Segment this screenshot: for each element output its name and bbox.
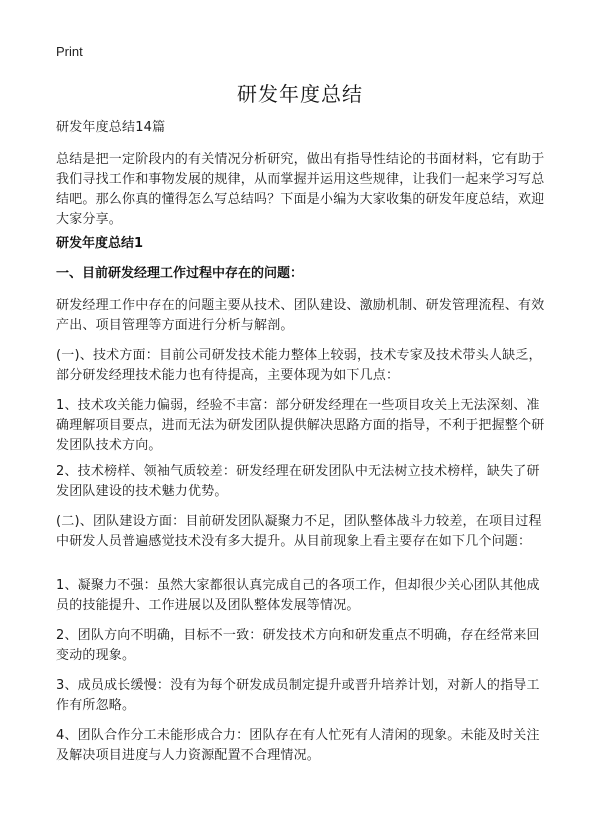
paragraph: 1、凝聚力不强：虽然大家都很认真完成自己的各项工作，但却很少关心团队其他成员的技能提升、工作进展以及团队整体发展等情况。 xyxy=(56,578,540,613)
paragraph: 3、成员成长缓慢：没有为每个研发成员制定提升或晋升培养计划，对新人的指导工作有所忽略。 xyxy=(56,678,540,713)
paragraph: (二)、团队建设方面：目前研发团队凝聚力不足，团队整体战斗力较差，在项目过程中研发人员普遍感觉技术没有多大提升。从目前现象上看主要存在如下几个问题： xyxy=(56,514,542,549)
paragraph: 研发经理工作中存在的问题主要从技术、团队建设、激励机制、研发管理流程、有效产出、项目管理等方面进行分析与解剖。 xyxy=(56,298,545,333)
paragraph: 1、技术攻关能力偏弱，经验不丰富：部分研发经理在一些项目攻关上无法深刻、准确理解项目要点，进而无法为研发团队提供解决思路方面的指导，不利于把握整个研发团队技术方向。 xyxy=(56,398,545,453)
paragraph: 2、团队方向不明确，目标不一致：研发技术方向和研发重点不明确，存在经常来回变动的现象。 xyxy=(56,628,540,663)
paragraph: (一)、技术方面：目前公司研发技术能力整体上较弱，技术专家及技术带头人缺乏，部分研发经理技术能力也有待提高，主要体现为如下几点： xyxy=(56,348,542,383)
subsection-heading: 一、目前研发经理工作过程中存在的问题： xyxy=(56,266,304,281)
section-heading: 研发年度总结1 xyxy=(56,236,144,251)
document-subtitle: 研发年度总结14篇 xyxy=(56,120,166,135)
paragraph: 2、技术榜样、领袖气质较差：研发经理在研发团队中无法树立技术榜样，缺失了研发团队建设的技术魅力优势。 xyxy=(56,464,540,499)
page-title: 研发年度总结 xyxy=(237,82,363,106)
paragraph: 4、团队合作分工未能形成合力：团队存在有人忙死有人清闲的现象。未能及时关注及解决项目进度与人力资源配置不合理情况。 xyxy=(56,728,540,763)
intro-paragraph: 总结是把一定阶段内的有关情况分析研究，做出有指导性结论的书面材料，它有助于我们寻找工作和事物发展的规律，从而掌握并运用这些规律，让我们一起来学习写总结吧。那么你真的懂得怎么写总结吗？下面是小编为大家收集的研发年度总结，欢迎大家分享。 xyxy=(56,152,545,227)
print-link[interactable]: Print xyxy=(56,44,83,59)
